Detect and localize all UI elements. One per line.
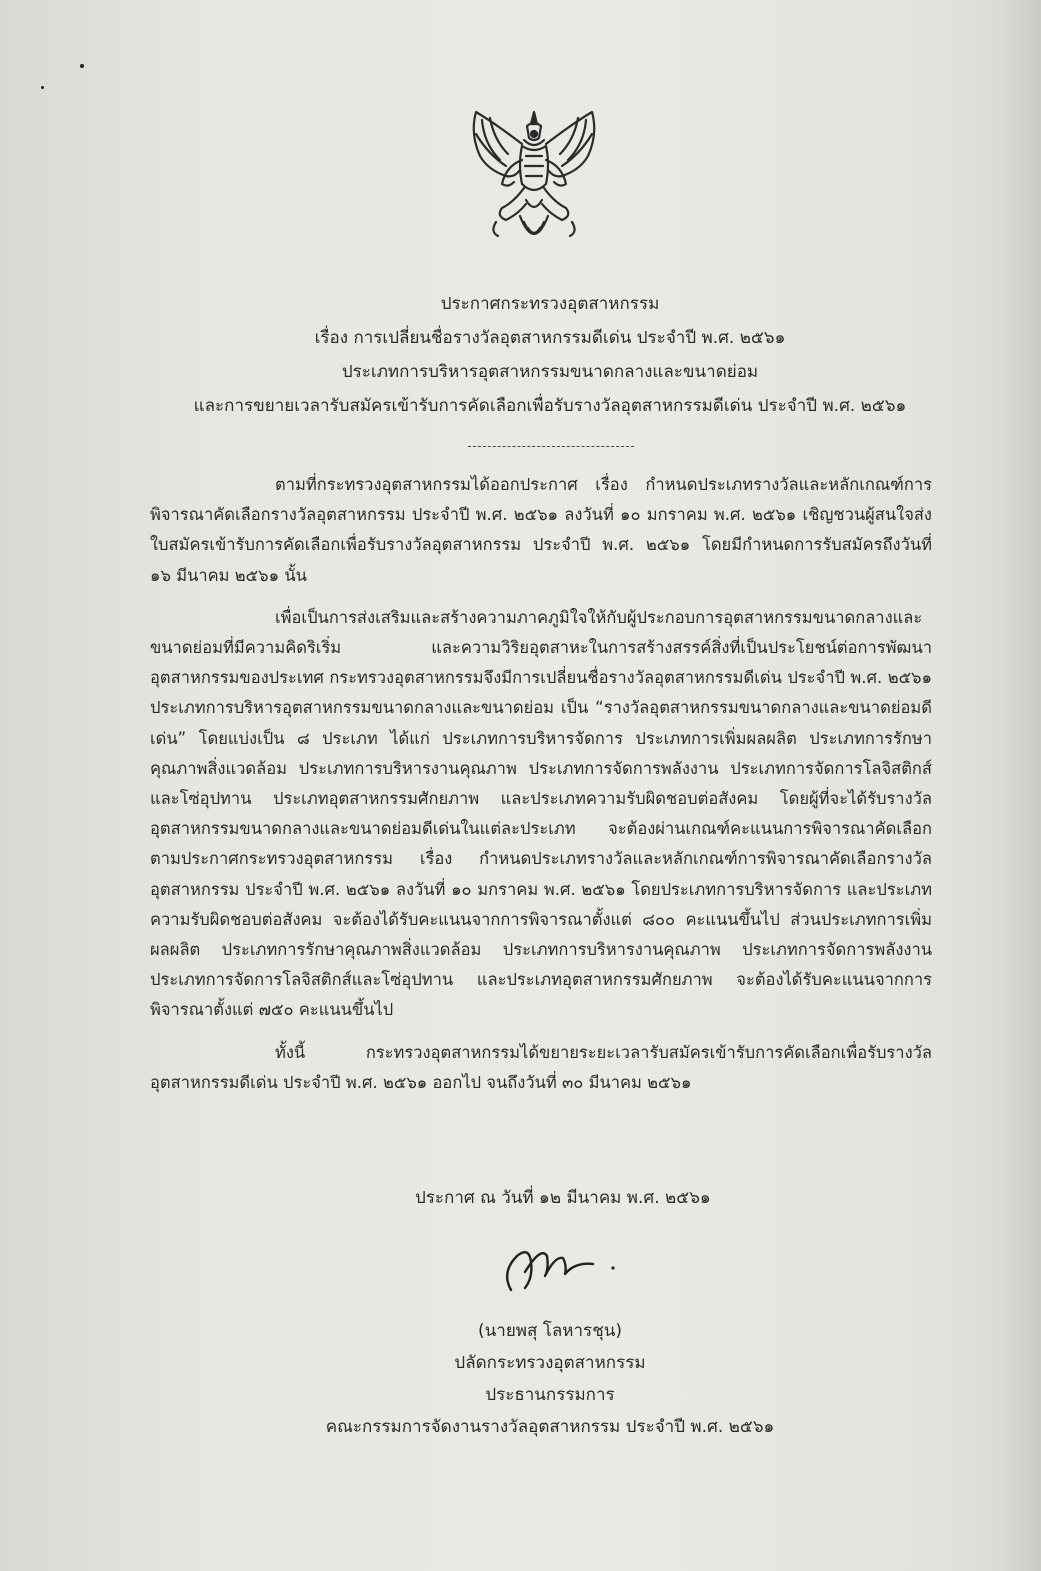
body-paragraph-details: เพื่อเป็นการส่งเสริมและสร้างความภาคภูมิใจให้กับผู้ประกอบการอุตสาหกรรมขนาดกลางและขนาดย่อมที่มีความคิดริเริ่ม และความวิริยอุตสาหะในการสร้างสรรค์สิ่งที่เป็นประโยชน์ต่อการพัฒนาอุตสาหกรรมของประเทศ กระทรวงอุตสาหกรรมจึงมีการเปลี่ยนชื่อรางวัลอุตสาหกรรมดีเด่น ประจำปี พ.ศ. ๒๕๖๑ ประเภทการบริหารอุตสาหกรรมขนาดกลางและขนาดย่อม เป็น “รางวัลอุตสาหกรรมขนาดกลางและขนาดย่อมดีเด่น” โดยแบ่งเป็น ๘ ประเภท ได้แก่ ประเภทการบริหารจัดการ ประเภทการเพิ่มผลผลิต ประเภทการรักษาคุณภาพสิ่งแวดล้อม ประเภทการบริหารงานคุณภาพ ประเภทการจัดการพลังงาน ประเภทการจัดการโลจิสติกส์และโซ่อุปทาน ประเภทอุตสาหกรรมศักยภาพ และประเภทความรับผิดชอบต่อสังคม โดยผู้ที่จะได้รับรางวัลอุตสาหกรรมขนาดกลางและขนาดย่อมดีเด่นในแต่ละประเภท จะต้องผ่านเกณฑ์คะแนนการพิจารณาคัดเลือกตามประกาศกระทรวงอุตสาหกรรม เรื่อง กำหนดประเภทรางวัลและหลักเกณฑ์การพิจารณาคัดเลือกรางวัลอุตสาหกรรม ประจำปี พ.ศ. ๒๕๖๑ ลงวันที่ ๑๐ มกราคม พ.ศ. ๒๕๖๑ โดยประเภทการบริหารจัดการ และประเภทความรับผิดชอบต่อสังคม จะต้องได้รับคะแนนจากการพิจารณาตั้งแต่ ๘๐๐ คะแนนขึ้นไป ส่วนประเภทการเพิ่มผลผลิต ประเภทการรักษาคุณภาพสิ่งแวดล้อม ประเภทการบริหารงานคุณภาพ ประเภทการจัดการพลังงาน ประเภทการจัดการโลจิสติกส์และโซ่อุปทาน และประเภทอุตสาหกรรมศักยภาพ จะต้องได้รับคะแนนจากการพิจารณาตั้งแต่ ๗๕๐ คะแนนขึ้นไป (150, 607, 932, 1020)
paper-edge-shadow (1001, 0, 1041, 1571)
heading-subject: เรื่อง การเปลี่ยนชื่อรางวัลอุตสาหกรรมดีเด่น ประจำปี พ.ศ. ๒๕๖๑ (314, 328, 786, 348)
signature-icon (495, 1232, 625, 1302)
heading-extension: และการขยายเวลารับสมัครเข้ารับการคัดเลือกเพื่อรับรางวัลอุตสาหกรรมดีเด่น ประจำปี พ.ศ. ๒๕๖๑ (193, 396, 907, 416)
paper-speck (41, 86, 44, 89)
garuda-emblem-icon (462, 104, 606, 256)
heading-category: ประเภทการบริหารอุตสาหกรรมขนาดกลางและขนาดย่อม (341, 362, 759, 382)
signer-committee: คณะกรรมการจัดงานรางวัลอุตสาหกรรม ประจำปี พ.ศ. ๒๕๖๑ (325, 1417, 775, 1437)
body-paragraph-intro: ตามที่กระทรวงอุตสาหกรรมได้ออกประกาศ เรื่อง กำหนดประเภทรางวัลและหลักเกณฑ์การพิจารณาคัดเลือกรางวัลอุตสาหกรรม ประจำปี พ.ศ. ๒๕๖๑ ลงวันที่ ๑๐ มกราคม พ.ศ. ๒๕๖๑ เชิญชวนผู้สนใจส่งใบสมัครเข้ารับการคัดเลือกเพื่อรับรางวัลอุตสาหกรรม ประจำปี พ.ศ. ๒๕๖๑ โดยมีกำหนดการรับสมัครถึงวันที่ ๑๖ มีนาคม ๒๕๖๑ นั้น (150, 475, 932, 585)
signer-position: ปลัดกระทรวงอุตสาหกรรม (454, 1353, 646, 1373)
document-body (150, 470, 932, 1110)
signer-role: ประธานกรรมการ (485, 1385, 615, 1405)
body-paragraph-extension: ทั้งนี้ กระทรวงอุตสาหกรรมได้ขยายระยะเวลารับสมัครเข้ารับการคัดเลือกเพื่อรับรางวัลอุตสาหกรรมดีเด่น ประจำปี พ.ศ. ๒๕๖๑ ออกไป จนถึงวันที่ ๓๐ มีนาคม ๒๕๖๑ (150, 1042, 932, 1092)
paper-speck (80, 64, 84, 68)
document-heading (120, 287, 980, 423)
heading-divider (468, 446, 634, 447)
announcement-date: ประกาศ ณ วันที่ ๑๒ มีนาคม พ.ศ. ๒๕๖๑ (415, 1188, 711, 1208)
signer-block (240, 1315, 860, 1443)
signer-name: (นายพสุ โลหารชุน) (478, 1321, 622, 1341)
heading-title: ประกาศกระทรวงอุตสาหกรรม (440, 294, 660, 314)
